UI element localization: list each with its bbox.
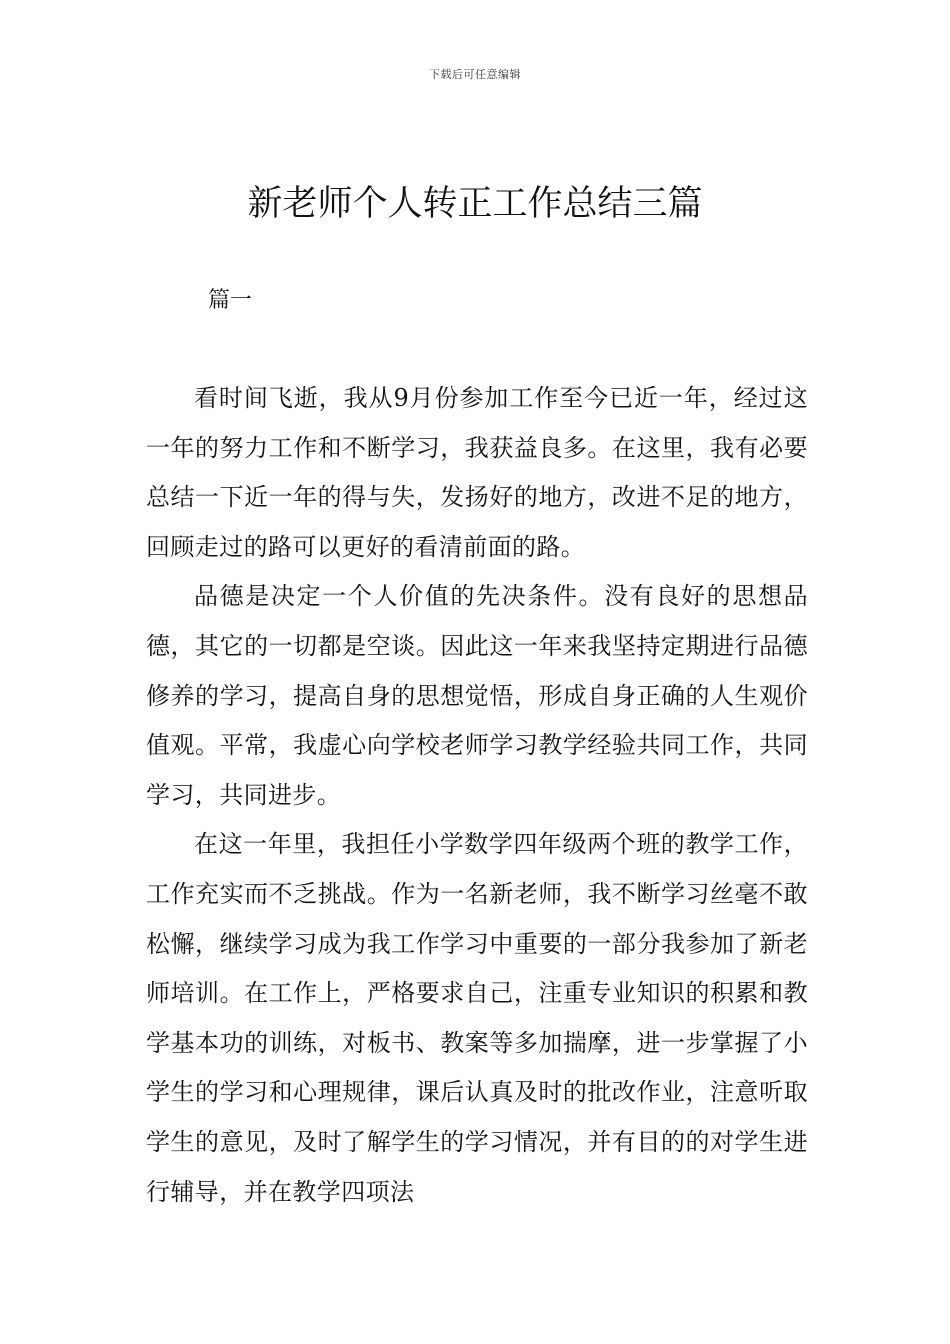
section-heading: 篇一 xyxy=(208,288,253,313)
paragraph-1: 看时间飞逝，我从9月份参加工作至今已近一年，经过这一年的努力工作和不断学习，我获益良多。在这里，我有必要总结一下近一年的得与失，发扬好的地方，改进不足的地方，回顾走过的路可以更好的看清前面的路。 xyxy=(146,384,808,561)
page-header-note: 下载后可任意编辑 xyxy=(429,68,521,81)
document-body xyxy=(146,374,808,1217)
paragraph-2: 品德是决定一个人价值的先决条件。没有良好的思想品德，其它的一切都是空谈。因此这一年来我坚持定期进行品德修养的学习，提高自身的思想觉悟，形成自身正确的人生观价值观。平常，我虚心向学校老师学习教学经验共同工作，共同学习，共同进步。 xyxy=(146,582,808,809)
document-title: 新老师个人转正工作总结三篇 xyxy=(247,184,703,224)
paragraph-3: 在这一年里，我担任小学数学四年级两个班的教学工作，工作充实而不乏挑战。作为一名新老师，我不断学习丝毫不敢松懈，继续学习成为我工作学习中重要的一部分我参加了新老师培训。在工作上，严格要求自己，注重专业知识的积累和教学基本功的训练，对板书、教案等多加揣摩，进一步掌握了小学生的学习和心理规律，课后认真及时的批改作业，注意听取学生的意见，及时了解学生的学习情况，并有目的的对学生进行辅导，并在教学四项法 xyxy=(146,830,808,1206)
